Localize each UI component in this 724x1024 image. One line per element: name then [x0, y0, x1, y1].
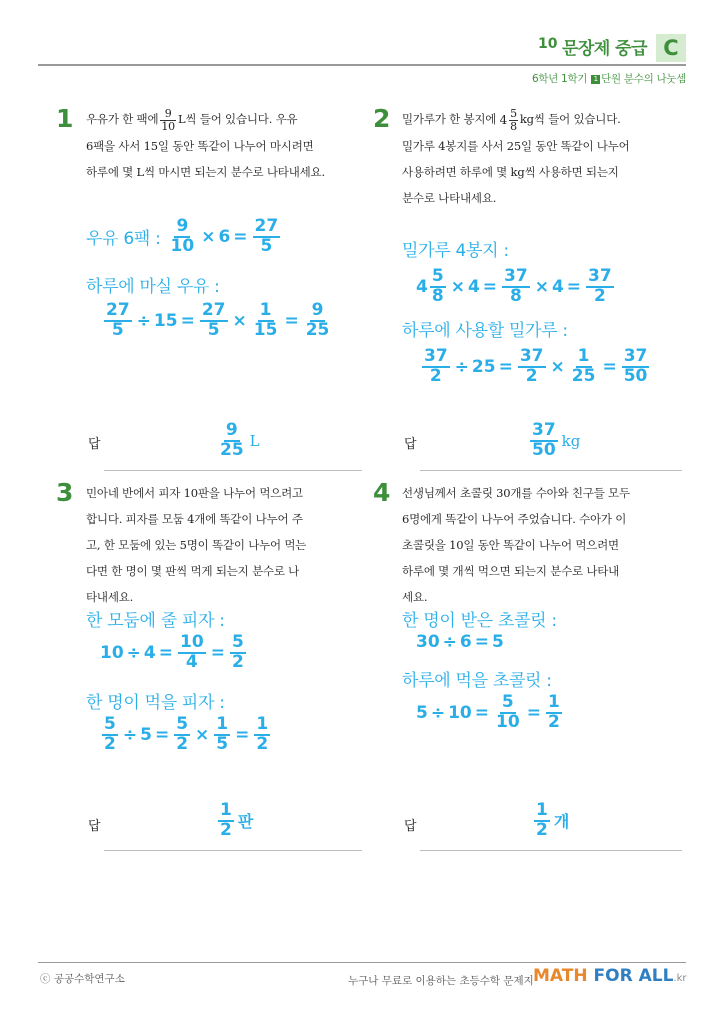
problem-4-line-1: 선생님께서 초콜릿 30개를 수아와 친구들 모두: [402, 486, 630, 500]
problem-4-step-2-equation: 5 ÷ 10 = $\frac{5}{10}$ = $\frac{1}{2}$: [416, 692, 560, 732]
problem-4-line-4: 하루에 몇 개씩 먹으면 되는지 분수로 나타내: [402, 564, 620, 578]
problem-1-step-1: [86, 218, 282, 256]
problem-2-inline-fraction: $\frac{5}{8}$: [510, 106, 517, 133]
fraction: $\frac{37}{2}$: [424, 346, 448, 386]
fraction: $\frac{9}{10}$: [170, 216, 195, 256]
fraction: $\frac{10}{4}$: [180, 632, 204, 672]
footer-tagline: 누구나 무료로 이용하는 초등수학 문제지: [348, 975, 534, 987]
problem-1-answer: $\frac{9}{25}$ L: [220, 420, 260, 460]
problem-2-text: [402, 106, 680, 211]
problem-3-step-1-label: 한 모둠에 줄 피자 :: [86, 611, 225, 631]
math-for-all-logo: MATH FOR ALL.kr: [533, 966, 687, 986]
problem-1-step-1-label: 우유 6팩 :: [86, 229, 161, 250]
problem-2-step-2-equation: $\frac{37}{2}$ ÷ 25 = $\frac{37}{2}$ × $\frac{1}{25}$ = $\frac{37}{50}$: [424, 346, 648, 386]
problem-1-step-1-equation: $\frac{9}{10}$ × 6 = $\frac{27}{5}$: [170, 216, 279, 256]
problem-4-line-5: 세요.: [402, 590, 428, 604]
fraction: $\frac{37}{2}$: [588, 266, 612, 306]
problem-4-step-1-equation: 30 ÷ 6 = 5: [416, 632, 504, 652]
problem-2-line-2: 밀가루 4봉지를 사서 25일 동안 똑같이 나누어: [402, 139, 630, 153]
problem-2-answer: $\frac{37}{50}$ kg: [532, 420, 581, 460]
problem-4-text: [402, 480, 680, 610]
problem-1-answer-line: [104, 470, 362, 471]
problem-2-answer-line: [420, 470, 682, 471]
fraction: $\frac{1}{15}$: [253, 300, 278, 340]
problem-1-answer-label: 답: [88, 437, 101, 452]
problem-2-line-4: 분수로 나타내세요.: [402, 191, 497, 205]
problem-4-line-2: 6명에게 똑같이 나누어 주었습니다. 수아가 이: [402, 512, 627, 526]
problem-2-number: 2: [373, 104, 391, 133]
fraction: $\frac{27}{5}$: [254, 216, 279, 256]
fraction: $\frac{27}{5}$: [201, 300, 226, 340]
subtitle-grade: 6학년 1학기: [531, 73, 588, 85]
worksheet-title: 문장제 중급: [562, 39, 648, 59]
fraction: $\frac{9}{25}$: [305, 300, 330, 340]
fraction: $\frac{37}{50}$: [532, 420, 556, 460]
problem-3-line-3: 고, 한 모둠에 있는 5명이 똑같이 나누어 먹는: [86, 538, 307, 552]
problem-3-answer-label: 답: [88, 819, 101, 834]
problem-3-text: [86, 480, 362, 610]
problem-1-line-3: 하루에 몇 L씩 마시면 되는지 분수로 나타내세요.: [86, 164, 325, 179]
problem-1-number: 1: [56, 104, 74, 133]
worksheet-subtitle: [532, 71, 686, 86]
problem-3-answer-line: [104, 850, 362, 851]
problem-2-answer-label: 답: [404, 437, 417, 452]
header-divider: [38, 64, 686, 66]
problem-4-line-3: 초콜릿을 10일 동안 똑같이 나누어 먹으려면: [402, 538, 619, 552]
problem-2-step-2-label: 하루에 사용할 밀가루 :: [402, 321, 568, 341]
footer-divider: [38, 962, 686, 963]
problem-3-line-1: 민아네 반에서 피자 10판을 나누어 먹으려고: [86, 486, 303, 500]
problem-2-step-1-equation: 4 $\frac{5}{8}$ × 4 = $\frac{37}{8}$ × 4 = $\frac{37}{2}$: [416, 266, 612, 306]
fraction: $\frac{1}{2}$: [220, 800, 232, 840]
fraction: $\frac{9}{25}$: [220, 420, 244, 460]
problem-3-step-1-equation: 10 ÷ 4 = $\frac{10}{4}$ = $\frac{5}{2}$: [100, 632, 244, 672]
problem-3-line-5: 타내세요.: [86, 590, 134, 604]
problem-3-answer: $\frac{1}{2}$ 판: [220, 800, 254, 840]
fraction: $\frac{37}{8}$: [504, 266, 528, 306]
unit-number-box: 1: [591, 75, 600, 84]
subtitle-unit: 단원 분수의 나눗셈: [601, 73, 686, 85]
problem-4-answer-line: [420, 850, 682, 851]
fraction: $\frac{1}{2}$: [256, 714, 269, 754]
problem-3-number: 3: [56, 478, 74, 507]
problem-4-step-2-label: 하루에 먹을 초콜릿 :: [402, 671, 552, 691]
fraction: $\frac{37}{50}$: [623, 346, 648, 386]
problem-4-step-1-label: 한 명이 받은 초콜릿 :: [402, 611, 557, 631]
problem-3-step-2-label: 한 명이 먹을 피자 :: [86, 693, 225, 713]
fraction: $\frac{5}{2}$: [176, 714, 189, 754]
problem-1-step-2-label: 하루에 마실 우유 :: [86, 277, 220, 297]
problem-3-line-2: 합니다. 피자를 모둠 4개에 똑같이 나누어 주: [86, 512, 303, 526]
problem-3-line-4: 다면 한 명이 몇 판씩 먹게 되는지 분수로 나: [86, 564, 300, 578]
problem-1-line-2: 6팩을 사서 15일 동안 똑같이 나누어 마시려면: [86, 138, 314, 153]
fraction: $\frac{5}{2}$: [231, 632, 244, 672]
fraction: $\frac{37}{2}$: [519, 346, 544, 386]
footer-copyright: ⓒ 공공수학연구소: [40, 973, 125, 985]
fraction: $\frac{5}{8}$: [431, 266, 444, 306]
problem-2-line-3: 사용하려면 하루에 몇 kg씩 사용하면 되는지: [402, 165, 619, 179]
fraction: $\frac{1}{2}$: [547, 692, 560, 732]
problem-3-step-2-equation: $\frac{5}{2}$ ÷ 5 = $\frac{5}{2}$ × $\frac{1}{5}$ = $\frac{1}{2}$: [104, 714, 269, 754]
problem-4-answer-label: 답: [404, 819, 417, 834]
problem-2-line-1: 밀가루가 한 봉지에 4 $\frac{5}{8}$ kg씩 들어 있습니다.: [402, 106, 621, 133]
fraction: $\frac{5}{10}$: [496, 692, 520, 732]
problem-2-step-1-label: 밀가루 4봉지 :: [402, 241, 509, 261]
problem-4-number: 4: [373, 478, 391, 507]
problem-1-line-1: 우유가 한 팩에 $\frac{9}{10}$ L씩 들어 있습니다. 우유: [86, 106, 298, 133]
worksheet-number: 10: [538, 36, 558, 52]
fraction: $\frac{27}{5}$: [106, 300, 130, 340]
problem-1-inline-fraction: $\frac{9}{10}$: [161, 106, 175, 133]
level-badge: C: [656, 34, 686, 62]
problem-1-step-2-equation: $\frac{27}{5}$ ÷ 15 = $\frac{27}{5}$ × $\frac{1}{15}$ = $\frac{9}{25}$: [106, 300, 330, 340]
fraction: $\frac{1}{25}$: [571, 346, 596, 386]
fraction: $\frac{1}{2}$: [536, 800, 548, 840]
problem-1-text: [86, 106, 362, 185]
fraction: $\frac{1}{5}$: [216, 714, 229, 754]
problem-4-answer: $\frac{1}{2}$ 개: [536, 800, 570, 840]
fraction: $\frac{5}{2}$: [104, 714, 116, 754]
